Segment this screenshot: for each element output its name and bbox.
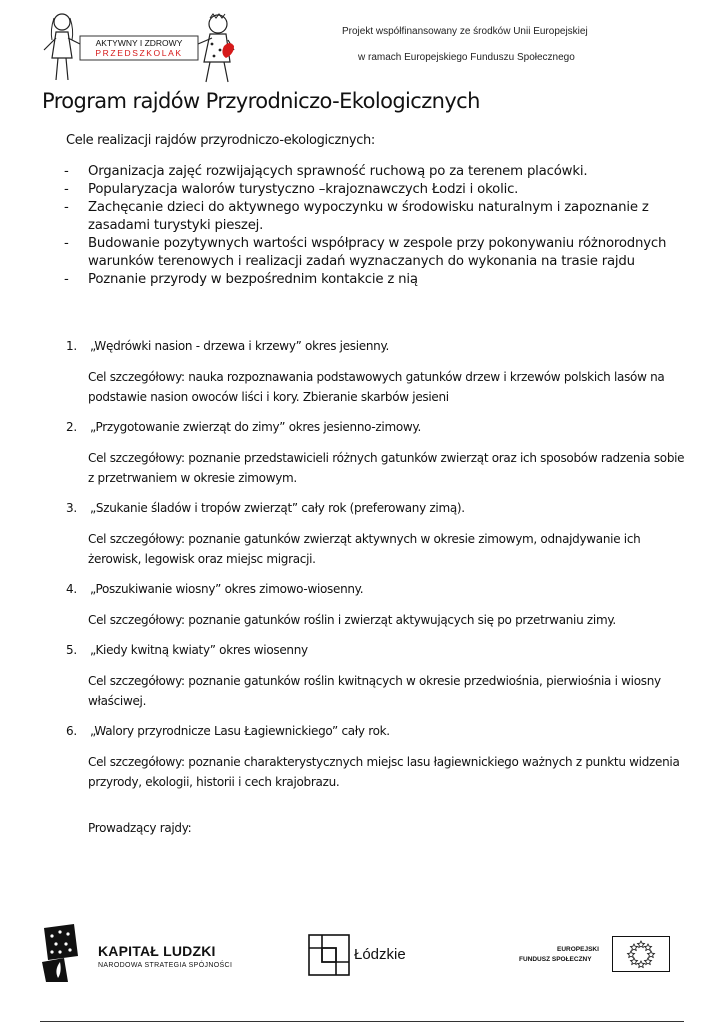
footer-divider <box>40 1021 684 1022</box>
item-title: „Przygotowanie zwierząt do zimy” okres jesienno-zimowy. <box>90 420 422 434</box>
eu-fund-line1: EUROPEJSKI <box>557 946 599 953</box>
item-title: „Kiedy kwitną kwiaty” okres wiosenny <box>90 643 308 657</box>
program-item <box>66 579 686 630</box>
goal-item: - Popularyzacja walorów turystyczno –krajoznawczych Łodzi i okolic. <box>64 182 519 197</box>
leaders-label: Prowadzący rajdy: <box>88 821 192 835</box>
item-number: 3. <box>66 501 77 515</box>
program-list <box>66 336 686 802</box>
goal-item: - Zachęcanie dzieci do aktywnego wypoczynku w środowisku naturalnym i zapoznanie z zasadami turystyki pieszej. <box>64 200 649 233</box>
goal-item: - Organizacja zajęć rozwijających sprawność ruchową po za terenem placówki. <box>64 164 588 179</box>
intro-text: Cele realizacji rajdów przyrodniczo-ekologicznych: <box>66 133 375 148</box>
kapital-ludzki-subtitle: NARODOWA STRATEGIA SPÓJNOŚCI <box>98 962 233 969</box>
logo-line2: PRZEDSZKOLAK <box>95 48 183 58</box>
item-title: „Szukanie śladów i tropów zwierząt” cały rok (preferowany zimą). <box>90 501 465 515</box>
eu-flag-icon <box>612 936 670 972</box>
program-item <box>66 498 686 569</box>
kapital-ludzki-logo <box>40 922 80 984</box>
goal-text: Popularyzacja walorów turystyczno –krajoznawczych Łodzi i okolic. <box>88 182 519 197</box>
program-item <box>66 721 686 792</box>
program-item <box>66 640 686 711</box>
kapital-ludzki-title: KAPITAŁ LUDZKI <box>98 943 216 959</box>
goals-list <box>64 163 684 289</box>
program-item <box>66 336 686 407</box>
project-line-2: w ramach Europejskiego Funduszu Społecznego <box>358 52 575 63</box>
goal-item: - Poznanie przyrody w bezpośrednim kontakcie z nią <box>64 272 418 287</box>
item-description: Cel szczegółowy: poznanie gatunków roślin kwitnących w okresie przedwiośnia, pierwiośnia i wiosny właściwej. <box>88 674 661 708</box>
project-line-1: Projekt współfinansowany ze środków Unii Europejskiej <box>342 26 588 37</box>
eu-fund-line2: FUNDUSZ SPOŁECZNY <box>519 956 592 963</box>
lodzkie-logo <box>308 934 350 976</box>
goal-text: Zachęcanie dzieci do aktywnego wypoczynku w środowisku naturalnym i zapoznanie z zasadami turystyki pieszej. <box>88 200 649 233</box>
page-title: Program rajdów Przyrodniczo-Ekologicznych <box>42 89 480 113</box>
goal-text: Organizacja zajęć rozwijających sprawność ruchową po za terenem placówki. <box>88 164 588 179</box>
goal-item: - Budowanie pozytywnych wartości współpracy w zespole przy pokonywaniu różnorodnych warunków terenowych i realizacji zadań wyznaczanych do wykonania na trasie rajdu <box>64 236 667 269</box>
program-item <box>66 417 686 488</box>
item-title: „Wędrówki nasion - drzewa i krzewy” okres jesienny. <box>90 339 390 353</box>
goal-text: Poznanie przyrody w bezpośrednim kontakcie z nią <box>88 272 418 287</box>
item-number: 5. <box>66 643 77 657</box>
item-description: Cel szczegółowy: poznanie przedstawicieli różnych gatunków zwierząt oraz ich sposobów radzenia sobie z przetrwaniem w okresie zimowym. <box>88 451 685 485</box>
item-description: Cel szczegółowy: poznanie gatunków roślin i zwierząt aktywujących się po przetrwaniu zimy. <box>88 613 616 627</box>
item-description: Cel szczegółowy: poznanie gatunków zwierząt aktywnych w okresie zimowym, odnajdywanie ich żerowisk, legowisk oraz miejsc migracji. <box>88 532 641 566</box>
logo-line1: AKTYWNY I ZDROWY <box>95 38 183 48</box>
goal-text: Budowanie pozytywnych wartości współpracy w zespole przy pokonywaniu różnorodnych warunków terenowych i realizacji zadań wyznaczanych do wykonania na trasie rajdu <box>88 236 667 269</box>
lodzkie-text: Łódzkie <box>354 946 406 963</box>
item-title: „Poszukiwanie wiosny” okres zimowo-wiosenny. <box>90 582 364 596</box>
item-number: 4. <box>66 582 77 596</box>
item-title: „Walory przyrodnicze Lasu Łagiewnickiego” cały rok. <box>90 724 390 738</box>
item-number: 2. <box>66 420 77 434</box>
item-description: Cel szczegółowy: poznanie charakterystycznych miejsc lasu łagiewnickiego ważnych z punktu widzenia przyrody, ekologii, historii i cech krajobrazu. <box>88 755 680 789</box>
item-number: 1. <box>66 339 77 353</box>
item-description: Cel szczegółowy: nauka rozpoznawania podstawowych gatunków drzew i krzewów polskich lasów na podstawie nasion owoców liści i kory. Zbieranie skarbów jesieni <box>88 370 665 404</box>
kids-logo <box>40 10 240 88</box>
item-number: 6. <box>66 724 77 738</box>
